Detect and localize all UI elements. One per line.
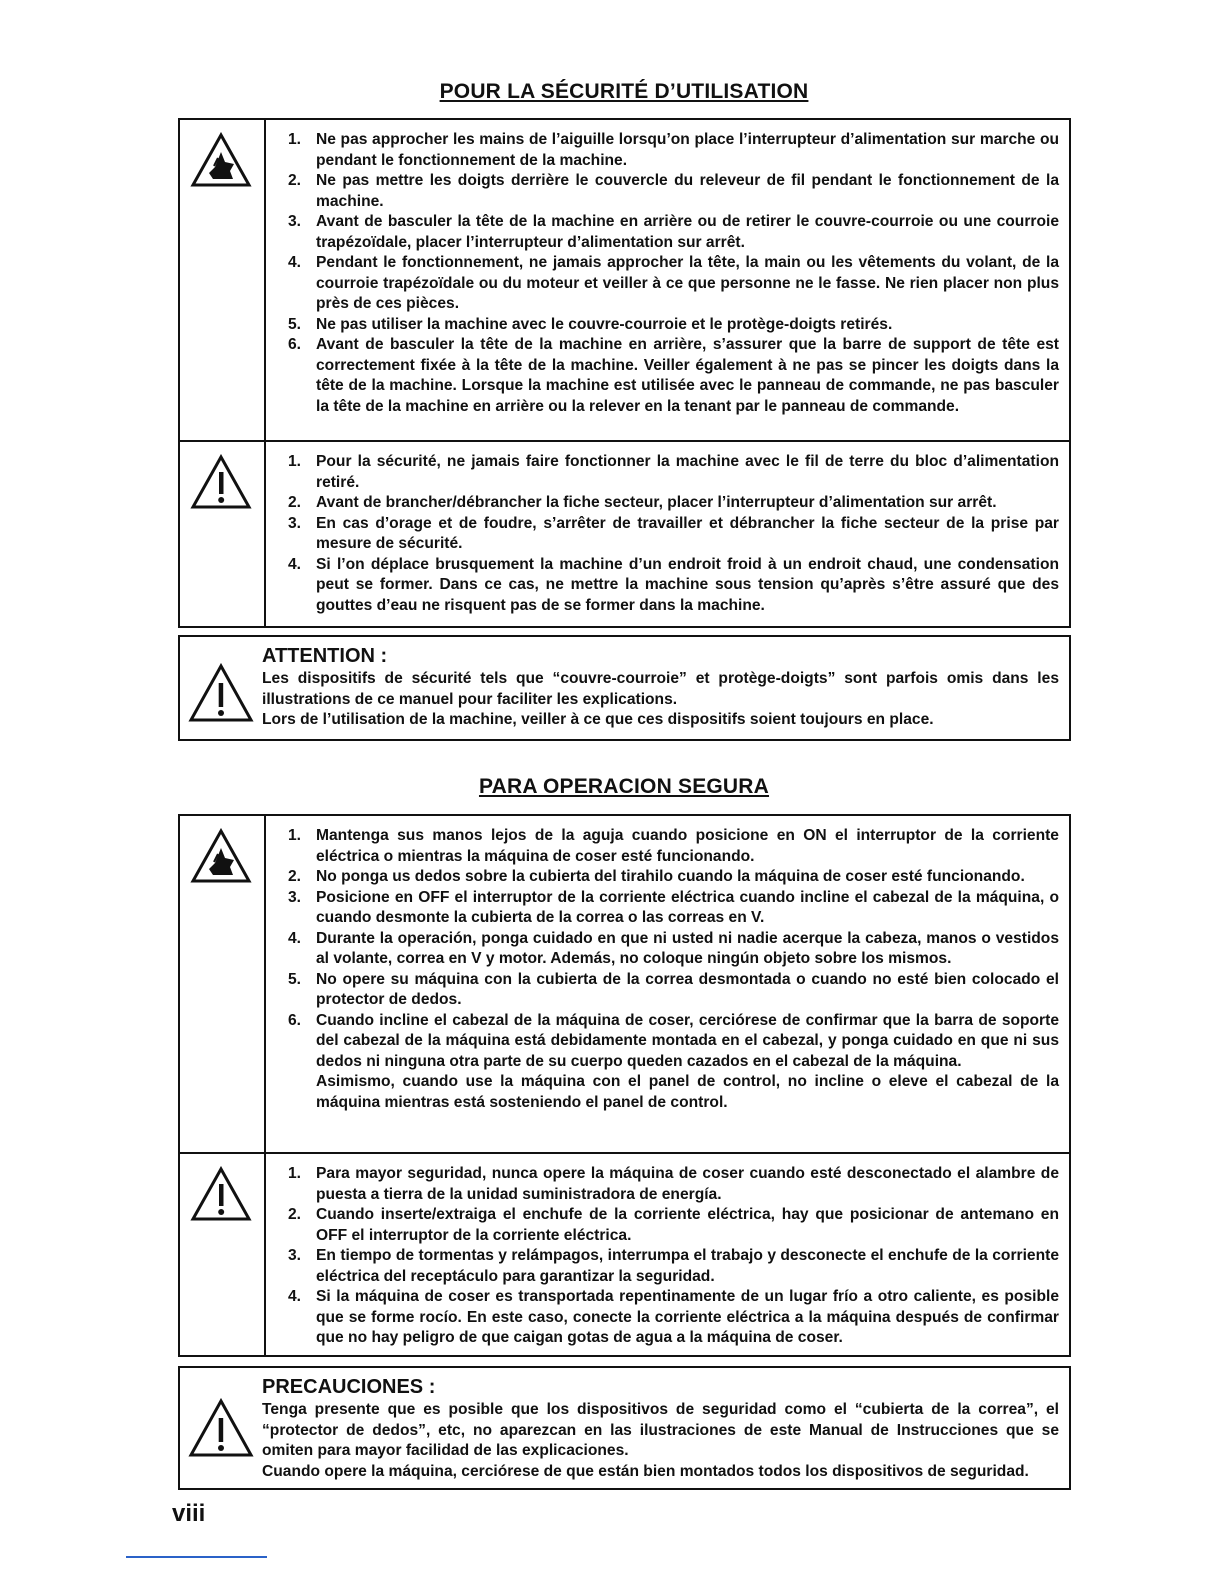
hand-injury-warning-icon xyxy=(190,828,252,884)
list-item: 2. Cuando inserte/extraiga el enchufe de la corriente eléctrica, hay que posicionar de antemano en OFF el interruptor de la corriente eléctrica. xyxy=(288,1206,1059,1244)
general-warning-icon xyxy=(190,1166,252,1222)
list-item: 4. Si la máquina de coser es transportada repentinamente de un lugar frío a otro caliente, es posible que se forme rocío. En este caso, conecte la corriente eléctrica a la máquina después de confirmar que no hay peligro de que caigan gotas de agua a la máquina de coser. xyxy=(288,1288,1059,1346)
list-item: 3. En tiempo de tormentas y relámpagos, interrumpa el trabajo y desconecte el enchufe de la corriente eléctrica del receptáculo para garantizar la seguridad. xyxy=(288,1247,1059,1285)
list-item: 1. Pour la sécurité, ne jamais faire fonctionner la machine avec le fil de terre du bloc d’alimentation retiré. xyxy=(288,453,1059,491)
french-hand-warning-list xyxy=(288,130,1059,417)
spanish-section-title: PARA OPERACION SEGURA xyxy=(478,775,770,798)
spanish-general-warning-row xyxy=(180,1152,1069,1355)
french-section-title: POUR LA SÉCURITÉ D’UTILISATION xyxy=(439,80,809,103)
general-warning-icon xyxy=(190,454,252,510)
list-item: 1. Para mayor seguridad, nunca opere la máquina de coser cuando esté desconectado el alambre de puesta a tierra de la unidad suministradora de energía. xyxy=(288,1165,1059,1203)
list-item: 5. No opere su máquina con la cubierta de la correa desmontada o cuando no esté bien colocado el protector de dedos. xyxy=(288,970,1059,1008)
attention-heading: ATTENTION : xyxy=(262,645,388,667)
list-item: 3. Posicione en OFF el interruptor de la corriente eléctrica cuando incline el cabezal de la máquina, o cuando desmonte la cubierta de la correa o las correas en V. xyxy=(288,888,1059,926)
list-item: 6. Avant de basculer la tête de la machine en arrière, s’assurer que la barre de support de tête est correctement fixée à la tête de la machine. Veiller également à ne pas se pincer les doigts dans la tête de la machine. Lorsque la machine est utilisée avec le panneau de commande, ne pas basculer la tête de la machine en arrière ou la relever en la tenant par le panneau de commande. xyxy=(288,336,1059,415)
attention-text: Les dispositifs de sécurité tels que “couvre-courroie” et protège-doigts” sont parfois omis dans les illustrations de ce manuel pour faciliter les explications. Lors de l’utilisation de la machine, veiller à ce que ces dispositifs soient toujours en place. xyxy=(262,670,1059,728)
list-item: 4. Pendant le fonctionnement, ne jamais approcher la tête, la main ou les vêtements du volant, de la courroie trapézoïdale ou du moteur et veiller à ce que personne ne le fasse. Ne rien placer non plus près de ces pièces. xyxy=(288,254,1059,312)
french-hand-warning-row xyxy=(180,120,1069,440)
list-item: 4. Si l’on déplace brusquement la machine d’un endroit froid à un endroit chaud, une condensation peut se former. Dans ce cas, ne mettre la machine sous tension qu’après s’être assuré que des gouttes d’eau ne risquent pas de se former dans la machine. xyxy=(288,555,1059,614)
french-general-warning-row xyxy=(180,440,1069,626)
spanish-general-warning-list xyxy=(288,1164,1059,1349)
list-item: 4. Durante la operación, ponga cuidado en que ni usted ni nadie acerque la cabeza, manos o vestidos al volante, correa en V y motor. Además, no coloque ningún objeto sobre los mismos. xyxy=(288,929,1059,967)
list-item: 2. No ponga us dedos sobre la cubierta del tirahilo cuando la máquina de coser esté funcionando. xyxy=(288,868,1025,885)
list-item: 1. Mantenga sus manos lejos de la aguja cuando posicione en ON el interruptor de la corriente eléctrica o mientras la máquina de coser esté funcionando. xyxy=(288,827,1059,865)
hand-injury-warning-icon xyxy=(190,132,252,188)
list-item: 2. Ne pas mettre les doigts derrière le couvercle du releveur de fil pendant le fonctionnement de la machine. xyxy=(288,172,1059,210)
french-attention-box xyxy=(178,635,1071,741)
general-warning-icon xyxy=(188,663,254,723)
page-number: viii xyxy=(172,1500,206,1527)
list-item: 2. Avant de brancher/débrancher la fiche secteur, placer l’interrupteur d’alimentation sur arrêt. xyxy=(288,494,997,511)
spanish-hand-warning-row xyxy=(180,816,1069,1152)
french-warning-table xyxy=(178,118,1071,628)
spanish-hand-warning-list xyxy=(288,826,1059,1113)
precauciones-text: Tenga presente que es posible que los dispositivos de seguridad como el “cubierta de la correa”, el “protector de dedos”, etc, no aparezcan en las ilustraciones de este Manual de Instrucciones que se omiten para mayor facilidad de las explicaciones. Cuando opere la máquina, cerciórese de que están bien montados todos los dispositivos de seguridad. xyxy=(262,1401,1059,1480)
precauciones-heading: PRECAUCIONES : xyxy=(262,1376,436,1398)
list-item: 6. Cuando incline el cabezal de la máquina de coser, cerciórese de confirmar que la barra de soporte del cabezal de la máquina está debidamente montada en el cabezal, y ponga cuidado en que ni sus dedos ni ninguna otra parte de su cuerpo queden cazados en el cabezal de la máquina. Asimismo, cuando use la máquina con el panel de control, no incline o eleve el cabezal de la máquina mientras está sosteniendo el panel de control. xyxy=(288,1011,1059,1111)
general-warning-icon xyxy=(188,1398,254,1458)
list-item: 3. Avant de basculer la tête de la machine en arrière ou de retirer le couvre-courroie ou une courroie trapézoïdale, placer l’interrupteur d’alimentation sur arrêt. xyxy=(288,213,1059,251)
french-general-warning-list xyxy=(288,452,1059,616)
list-item: 5. Ne pas utiliser la machine avec le couvre-courroie et le protège-doigts retirés. xyxy=(288,315,893,333)
divider xyxy=(126,1556,267,1558)
spanish-precauciones-box xyxy=(178,1366,1071,1490)
list-item: 3. En cas d’orage et de foudre, s’arrêter de travailler et débrancher la fiche secteur de la prise par mesure de sécurité. xyxy=(288,514,1059,552)
list-item: 1. Ne pas approcher les mains de l’aiguille lorsqu’on place l’interrupteur d’alimentation sur marche ou pendant le fonctionnement de la machine. xyxy=(288,131,1059,169)
spanish-warning-table xyxy=(178,814,1071,1357)
